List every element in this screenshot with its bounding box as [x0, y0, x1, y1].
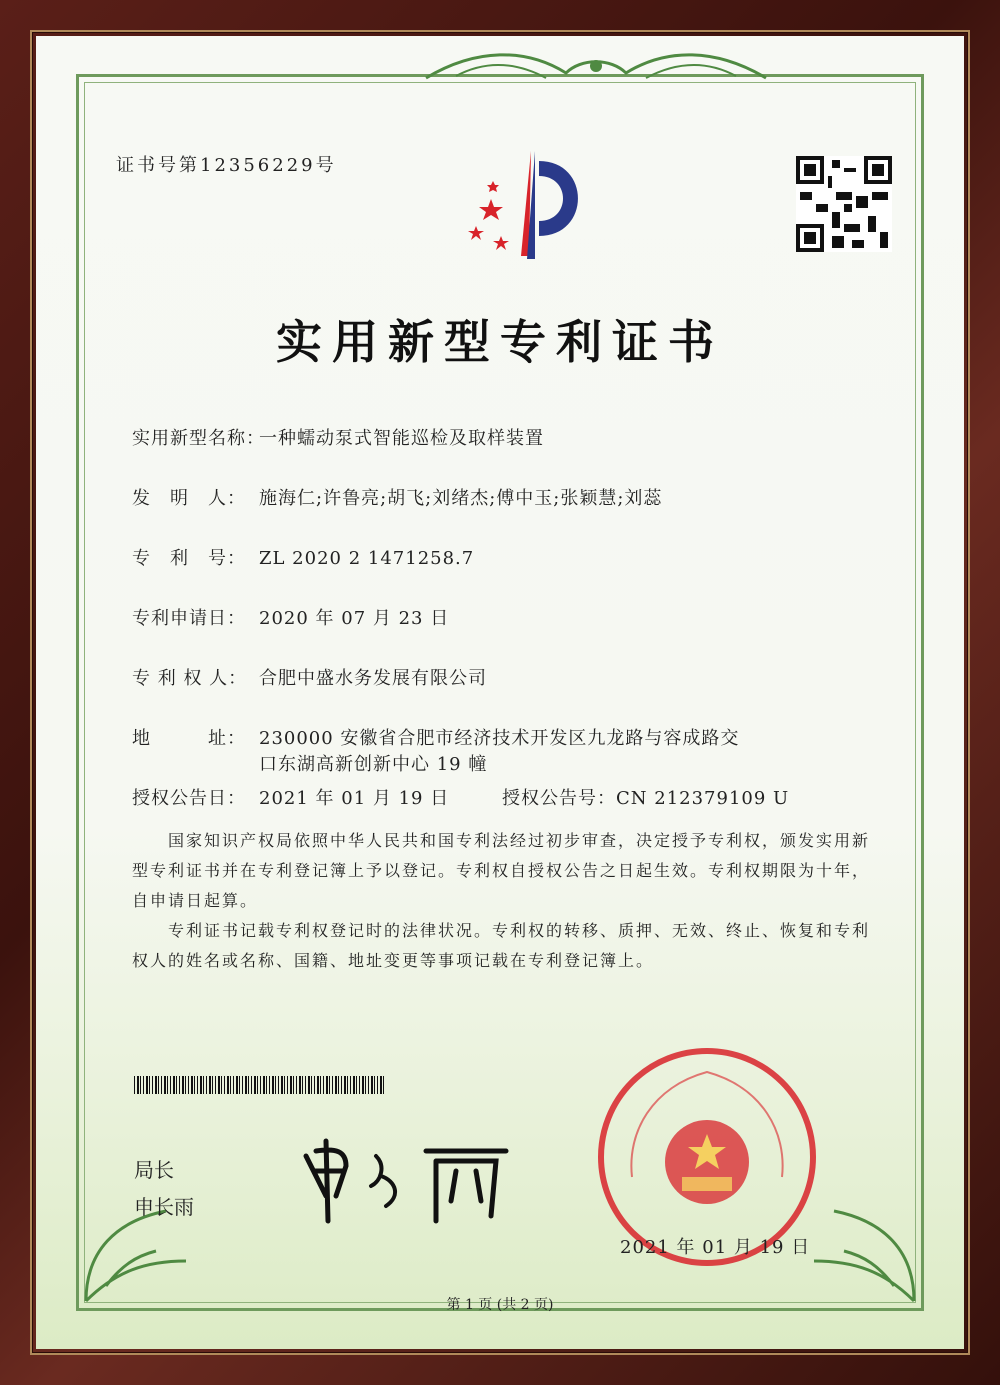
- barcode: [134, 1076, 384, 1094]
- top-ornament-icon: [416, 38, 776, 98]
- director-name: 申长雨: [134, 1195, 194, 1219]
- director-title: 局长: [134, 1158, 174, 1182]
- field-label: 实用新型名称：: [132, 428, 265, 449]
- field-label: 发 明 人：: [132, 488, 246, 509]
- field-value: 合肥中盛水务发展有限公司: [259, 668, 487, 689]
- field-value: CN 212379109 U: [616, 788, 790, 809]
- field-label: 专 利 权 人：: [132, 668, 248, 689]
- statement-paragraph-1: 国家知识产权局依照中华人民共和国专利法经过初步审查，决定授予专利权，颁发实用新型专利证书并在专利登记簿上予以登记。专利权自授权公告之日起生效。专利权期限为十年，自申请日起算。: [132, 831, 871, 910]
- field-label: 专利申请日：: [132, 608, 246, 629]
- field-grant-date: [132, 784, 449, 810]
- field-value: 一种蠕动泵式智能巡检及取样装置: [259, 428, 544, 449]
- field-label: 授权公告日：: [132, 788, 246, 809]
- seal-date: 2021 年 01 月 19 日: [620, 1237, 811, 1258]
- address-line-1: 230000 安徽省合肥市经济技术开发区九龙路与容成路交: [259, 728, 740, 749]
- statement-paragraph-2: 专利证书记载专利权登记时的法律状况。专利权的转移、质押、无效、终止、恢复和专利权人的姓名或名称、国籍、地址变更等事项记载在专利登记簿上。: [132, 921, 871, 970]
- field-value: ZL 2020 2 1471258.7: [259, 548, 475, 569]
- field-utility-model-name: [132, 424, 544, 450]
- field-value: 2020 年 07 月 23 日: [259, 608, 450, 629]
- page-footer: 第 1 页 (共 2 页): [446, 1297, 554, 1313]
- field-patentee: [132, 664, 487, 690]
- field-label: 专 利 号：: [132, 548, 246, 569]
- field-address: [132, 724, 739, 750]
- certificate-paper: [36, 36, 964, 1349]
- field-value: 2021 年 01 月 19 日: [259, 788, 450, 809]
- field-application-date: [132, 604, 449, 630]
- cnipa-logo-icon: [431, 141, 591, 271]
- certificate-title: 实用新型专利证书: [276, 315, 724, 369]
- signature: [286, 1126, 516, 1226]
- field-patent-number: [132, 544, 474, 570]
- field-label: 地 址：: [132, 728, 246, 749]
- field-inventors: [132, 484, 662, 510]
- address-line-2: 口东湖高新创新中心 19 幢: [259, 754, 488, 775]
- corner-ornament-icon: [804, 1191, 924, 1311]
- field-value: 施海仁;许鲁亮;胡飞;刘绪杰;傅中玉;张颖慧;刘蕊: [259, 488, 663, 509]
- qr-code-icon: [796, 156, 892, 252]
- field-label: 授权公告号：: [502, 788, 616, 809]
- certificate-number: 证书号第12356229号: [116, 155, 337, 176]
- field-grant-number: [502, 784, 789, 810]
